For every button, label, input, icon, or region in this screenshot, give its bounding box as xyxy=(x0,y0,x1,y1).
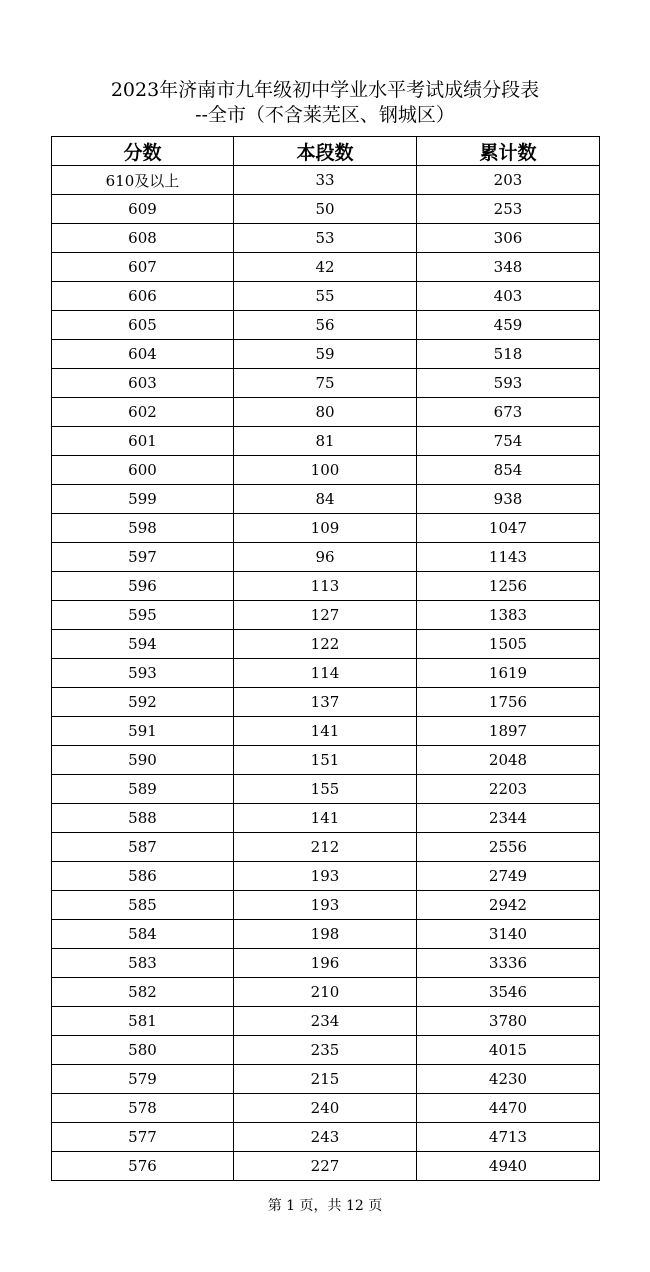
table-row xyxy=(52,601,600,630)
score-cell: 605 xyxy=(52,311,234,340)
table-row xyxy=(52,1007,600,1036)
cumulative-count-cell: 306 xyxy=(417,224,600,253)
segment-count-cell: 193 xyxy=(234,862,417,891)
score-cell: 599 xyxy=(52,485,234,514)
cumulative-count-cell: 1047 xyxy=(417,514,600,543)
table-row xyxy=(52,630,600,659)
cumulative-count-cell: 3140 xyxy=(417,920,600,949)
cumulative-count-cell: 1505 xyxy=(417,630,600,659)
segment-count-cell: 210 xyxy=(234,978,417,1007)
table-row xyxy=(52,659,600,688)
cumulative-count-cell: 754 xyxy=(417,427,600,456)
cumulative-count-cell: 1619 xyxy=(417,659,600,688)
segment-count-cell: 84 xyxy=(234,485,417,514)
table-row xyxy=(52,717,600,746)
segment-count-cell: 127 xyxy=(234,601,417,630)
segment-count-cell: 137 xyxy=(234,688,417,717)
column-header-segment-count: 本段数 xyxy=(234,137,417,166)
score-cell: 593 xyxy=(52,659,234,688)
score-cell: 586 xyxy=(52,862,234,891)
cumulative-count-cell: 2203 xyxy=(417,775,600,804)
table-row xyxy=(52,543,600,572)
score-cell: 596 xyxy=(52,572,234,601)
segment-count-cell: 234 xyxy=(234,1007,417,1036)
score-cell: 580 xyxy=(52,1036,234,1065)
segment-count-cell: 235 xyxy=(234,1036,417,1065)
table-row xyxy=(52,920,600,949)
score-cell: 576 xyxy=(52,1152,234,1181)
score-cell: 583 xyxy=(52,949,234,978)
table-row xyxy=(52,1036,600,1065)
table-row xyxy=(52,746,600,775)
segment-count-cell: 240 xyxy=(234,1094,417,1123)
segment-count-cell: 80 xyxy=(234,398,417,427)
score-cell: 603 xyxy=(52,369,234,398)
cumulative-count-cell: 4940 xyxy=(417,1152,600,1181)
table-row xyxy=(52,224,600,253)
segment-count-cell: 212 xyxy=(234,833,417,862)
table-row xyxy=(52,1123,600,1152)
page-number-footer: 第 1 页，共 12 页 xyxy=(267,1198,383,1214)
score-cell: 594 xyxy=(52,630,234,659)
document-title: 2023年济南市九年级初中学业水平考试成绩分段表 xyxy=(110,79,540,101)
score-cell: 600 xyxy=(52,456,234,485)
segment-count-cell: 122 xyxy=(234,630,417,659)
score-cell: 591 xyxy=(52,717,234,746)
table-row xyxy=(52,166,600,195)
segment-count-cell: 109 xyxy=(234,514,417,543)
segment-count-cell: 114 xyxy=(234,659,417,688)
table-row xyxy=(52,891,600,920)
table-body xyxy=(52,166,600,1181)
table-row xyxy=(52,833,600,862)
score-cell: 587 xyxy=(52,833,234,862)
table-header-row xyxy=(52,137,600,166)
cumulative-count-cell: 854 xyxy=(417,456,600,485)
segment-count-cell: 113 xyxy=(234,572,417,601)
segment-count-cell: 227 xyxy=(234,1152,417,1181)
score-cell: 581 xyxy=(52,1007,234,1036)
segment-count-cell: 141 xyxy=(234,804,417,833)
score-distribution-table xyxy=(51,136,600,1181)
score-cell: 585 xyxy=(52,891,234,920)
segment-count-cell: 59 xyxy=(234,340,417,369)
cumulative-count-cell: 1897 xyxy=(417,717,600,746)
table-row xyxy=(52,427,600,456)
cumulative-count-cell: 4470 xyxy=(417,1094,600,1123)
cumulative-count-cell: 2749 xyxy=(417,862,600,891)
cumulative-count-cell: 1756 xyxy=(417,688,600,717)
segment-count-cell: 75 xyxy=(234,369,417,398)
score-cell: 607 xyxy=(52,253,234,282)
cumulative-count-cell: 403 xyxy=(417,282,600,311)
segment-count-cell: 56 xyxy=(234,311,417,340)
cumulative-count-cell: 2344 xyxy=(417,804,600,833)
cumulative-count-cell: 348 xyxy=(417,253,600,282)
segment-count-cell: 243 xyxy=(234,1123,417,1152)
cumulative-count-cell: 2942 xyxy=(417,891,600,920)
table-row xyxy=(52,311,600,340)
table-row xyxy=(52,369,600,398)
score-cell: 578 xyxy=(52,1094,234,1123)
table-row xyxy=(52,514,600,543)
segment-count-cell: 141 xyxy=(234,717,417,746)
table-row xyxy=(52,1152,600,1181)
score-cell: 608 xyxy=(52,224,234,253)
segment-count-cell: 96 xyxy=(234,543,417,572)
score-cell: 595 xyxy=(52,601,234,630)
column-header-score: 分数 xyxy=(52,137,234,166)
table-row xyxy=(52,572,600,601)
segment-count-cell: 55 xyxy=(234,282,417,311)
cumulative-count-cell: 593 xyxy=(417,369,600,398)
segment-count-cell: 198 xyxy=(234,920,417,949)
cumulative-count-cell: 459 xyxy=(417,311,600,340)
segment-count-cell: 53 xyxy=(234,224,417,253)
segment-count-cell: 155 xyxy=(234,775,417,804)
score-cell: 592 xyxy=(52,688,234,717)
table-row xyxy=(52,862,600,891)
cumulative-count-cell: 4015 xyxy=(417,1036,600,1065)
score-cell: 577 xyxy=(52,1123,234,1152)
score-cell: 598 xyxy=(52,514,234,543)
score-cell: 584 xyxy=(52,920,234,949)
segment-count-cell: 42 xyxy=(234,253,417,282)
cumulative-count-cell: 203 xyxy=(417,166,600,195)
segment-count-cell: 193 xyxy=(234,891,417,920)
score-cell: 606 xyxy=(52,282,234,311)
score-cell: 579 xyxy=(52,1065,234,1094)
table-row xyxy=(52,195,600,224)
table-row xyxy=(52,253,600,282)
score-cell: 588 xyxy=(52,804,234,833)
score-cell: 604 xyxy=(52,340,234,369)
table-row xyxy=(52,1065,600,1094)
segment-count-cell: 215 xyxy=(234,1065,417,1094)
cumulative-count-cell: 3546 xyxy=(417,978,600,1007)
segment-count-cell: 151 xyxy=(234,746,417,775)
score-cell: 609 xyxy=(52,195,234,224)
score-cell: 590 xyxy=(52,746,234,775)
score-cell: 582 xyxy=(52,978,234,1007)
table-row xyxy=(52,688,600,717)
table-row xyxy=(52,775,600,804)
cumulative-count-cell: 938 xyxy=(417,485,600,514)
score-cell: 610及以上 xyxy=(52,166,234,195)
table-row xyxy=(52,949,600,978)
table-row xyxy=(52,340,600,369)
cumulative-count-cell: 4230 xyxy=(417,1065,600,1094)
cumulative-count-cell: 673 xyxy=(417,398,600,427)
cumulative-count-cell: 3780 xyxy=(417,1007,600,1036)
segment-count-cell: 81 xyxy=(234,427,417,456)
cumulative-count-cell: 253 xyxy=(417,195,600,224)
cumulative-count-cell: 518 xyxy=(417,340,600,369)
cumulative-count-cell: 1143 xyxy=(417,543,600,572)
cumulative-count-cell: 2556 xyxy=(417,833,600,862)
table-row xyxy=(52,485,600,514)
cumulative-count-cell: 2048 xyxy=(417,746,600,775)
segment-count-cell: 196 xyxy=(234,949,417,978)
document-subtitle: --全市（不含莱芜区、钢城区） xyxy=(195,104,455,126)
table-row xyxy=(52,282,600,311)
score-cell: 589 xyxy=(52,775,234,804)
segment-count-cell: 100 xyxy=(234,456,417,485)
cumulative-count-cell: 3336 xyxy=(417,949,600,978)
cumulative-count-cell: 4713 xyxy=(417,1123,600,1152)
segment-count-cell: 50 xyxy=(234,195,417,224)
table-row xyxy=(52,1094,600,1123)
table-row xyxy=(52,456,600,485)
table-row xyxy=(52,978,600,1007)
table-row xyxy=(52,398,600,427)
score-cell: 597 xyxy=(52,543,234,572)
cumulative-count-cell: 1256 xyxy=(417,572,600,601)
score-cell: 602 xyxy=(52,398,234,427)
segment-count-cell: 33 xyxy=(234,166,417,195)
cumulative-count-cell: 1383 xyxy=(417,601,600,630)
column-header-cumulative-count: 累计数 xyxy=(417,137,600,166)
table-row xyxy=(52,804,600,833)
score-cell: 601 xyxy=(52,427,234,456)
